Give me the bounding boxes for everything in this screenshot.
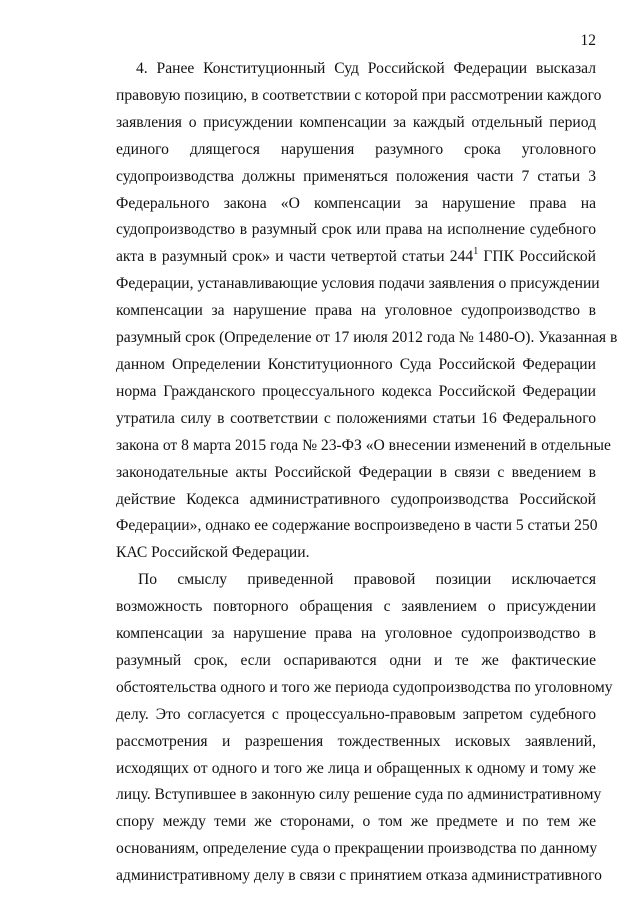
text-line: норма Гражданского процессуального кодекса Российской Федерации (116, 382, 596, 400)
text-line: исходящих от одного и того же лица и обращенных к одному и тому же (116, 759, 596, 777)
paragraph-1 (116, 56, 618, 567)
text-line: возможность повторного обращения с заявлением о присуждении (116, 598, 596, 616)
text-line: компенсации за нарушение права на уголовное судопроизводство в (116, 625, 596, 643)
text-line: Федерации», однако ее содержание воспроизведено в части 5 статьи 250 (116, 517, 598, 535)
text-line: правовую позицию, в соответствии с которой при рассмотрении каждого (116, 86, 602, 104)
text-line: действие Кодекса административного судопроизводства Российской (116, 490, 596, 508)
superscript: 1 (473, 246, 479, 258)
page-number: 12 (580, 32, 596, 49)
text-line: лицу. Вступившее в законную силу решение суда по административному (116, 786, 602, 804)
text-line: Федерации, устанавливающие условия подачи заявления о присуждении (116, 275, 600, 293)
text-line: 4. Ранее Конституционный Суд Российской Федерации высказал (136, 60, 596, 77)
text-line: заявления о присуждении компенсации за каждый отдельный период (116, 113, 596, 131)
text-line: разумный срок (Определение от 17 июля 2012 года № 1480-О). Указанная в (116, 329, 618, 347)
text-fragment: ГПК Российской (478, 248, 596, 266)
text-line: судопроизводства должны применяться положения части 7 статьи 3 (116, 167, 596, 185)
text-line: спору между теми же сторонами, о том же предмете и по тем же (116, 813, 596, 831)
document-body (116, 56, 618, 890)
text-line: КАС Российской Федерации. (116, 544, 310, 562)
text-line: основаниям, определение суда о прекращении производства по данному (116, 840, 598, 858)
text-line: судопроизводство в разумный срок или права на исполнение судебного (116, 221, 596, 239)
text-line: делу. Это согласуется с процессуально-правовым запретом судебного (116, 705, 596, 723)
text-line: обстоятельства одного и того же периода судопроизводства по уголовному (116, 678, 613, 696)
text-line: разумный срок, если оспариваются одни и те же фактические (116, 651, 596, 669)
text-line: единого длящегося нарушения разумного срока уголовного (116, 140, 596, 158)
text-line: По смыслу приведенной правовой позиции исключается (138, 571, 596, 589)
text-line: административному делу в связи с принятием отказа административного (116, 867, 602, 885)
text-line-with-superscript (116, 244, 596, 271)
text-line: Федерального закона «О компенсации за нарушение права на (116, 194, 596, 212)
text-line: компенсации за нарушение права на уголовное судопроизводство в (116, 302, 596, 320)
text-line: законодательные акты Российской Федерации в связи с введением в (116, 463, 596, 481)
text-fragment: акта в разумный срок» и части четвертой статьи 244 (116, 248, 474, 266)
text-line: рассмотрения и разрешения тождественных исковых заявлений, (116, 732, 596, 750)
paragraph-2 (116, 567, 613, 890)
text-line: данном Определении Конституционного Суда Российской Федерации (116, 355, 596, 373)
text-line: утратила силу в соответствии с положениями статьи 16 Федерального (116, 409, 596, 427)
text-line: закона от 8 марта 2015 года № 23-ФЗ «О внесении изменений в отдельные (116, 436, 611, 454)
